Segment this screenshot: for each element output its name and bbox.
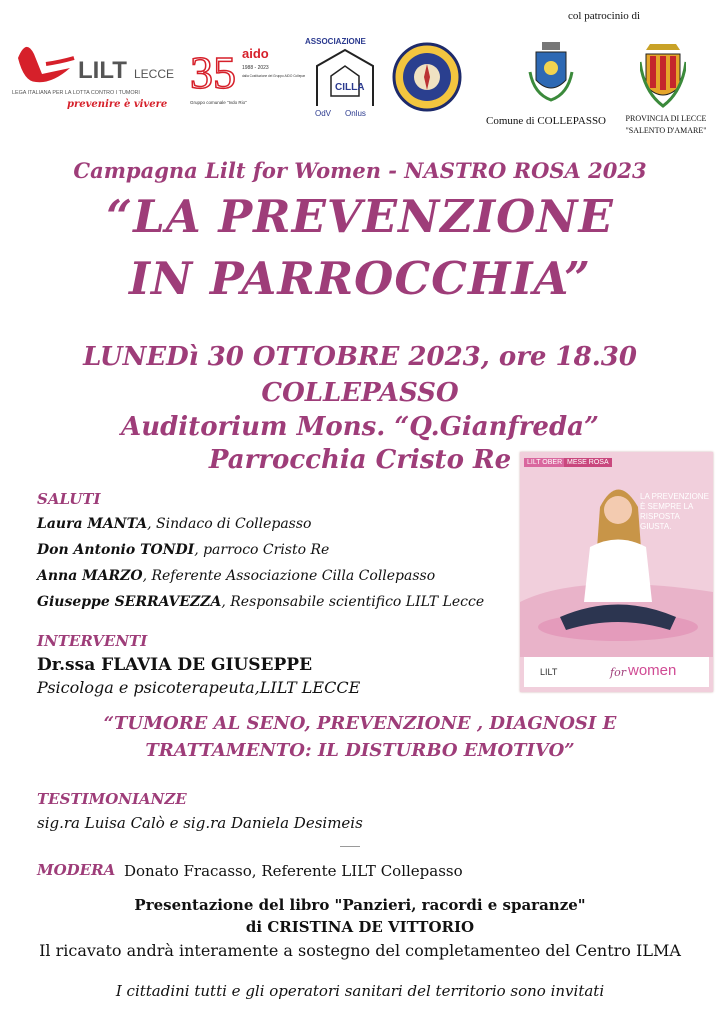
- event-parish: Parrocchia Cristo Re: [208, 445, 512, 475]
- event-title-line2: IN PARROCCHIA”: [129, 252, 591, 305]
- saluti-role: , Referente Associazione Cilla Collepasso: [142, 568, 436, 584]
- saluti-heading: SALUTI: [37, 490, 101, 508]
- poster-tag-lilt: LILT OBER: [524, 458, 565, 467]
- saluti-name: Anna MARZO: [37, 568, 143, 584]
- aido-logo-caption: dalla Costituzione del Gruppo AIDO Collepasso: [242, 74, 305, 78]
- poster-lilt-label: LILT: [540, 667, 558, 677]
- aido-logo-years: 1988 - 2023: [242, 65, 269, 71]
- cilla-logo: [305, 36, 385, 118]
- invitation-footer: I cittadini tutti e gli operatori sanitari del territorio sono invitati: [115, 982, 605, 1000]
- saluti-name: Don Antonio TONDI: [37, 542, 195, 558]
- lilt-logo-subtitle: LEGA ITALIANA PER LA LOTTA CONTRO I TUMORI: [12, 90, 140, 96]
- poster-brand-strip: [524, 657, 709, 687]
- poster-claim: LA PREVENZIONE È SEMPRE LA RISPOSTA GIUSTA.: [640, 492, 709, 531]
- cilla-logo-name: CILLA: [335, 82, 365, 93]
- event-date: LUNEDì 30 OTTOBRE 2023, ore 18.30: [83, 342, 637, 372]
- poster-women-label: women: [628, 662, 677, 679]
- lilt-logo-name: LILT: [78, 57, 127, 84]
- aido-logo: [190, 42, 305, 112]
- saluti-name: Giuseppe SERRAVEZZA: [37, 594, 222, 610]
- lilt-logo-city: LECCE: [134, 67, 175, 81]
- talk-title-line1: “TUMORE AL SENO, PREVENZIONE , DIAGNOSI E: [103, 713, 617, 734]
- provincia-label: [622, 113, 710, 137]
- aido-logo-name: aido: [242, 46, 269, 61]
- saluti-role: , parroco Cristo Re: [194, 542, 330, 558]
- saluti-role: , Responsabile scientifico LILT Lecce: [221, 594, 485, 610]
- lilt-logo-motto: prevenire è vivere: [67, 99, 168, 110]
- cilla-logo-left: OdV: [315, 109, 332, 118]
- testimonianze-text: sig.ra Luisa Calò e sig.ra Daniela Desimeis: [37, 814, 363, 832]
- modera-text: Donato Fracasso, Referente LILT Collepasso: [124, 862, 463, 880]
- speaker-name: Dr.ssa FLAVIA DE GIUSEPPE: [37, 655, 313, 675]
- comune-label: Comune di COLLEPASSO: [486, 115, 607, 127]
- talk-title-line2: TRATTAMENTO: IL DISTURBO EMOTIVO”: [145, 740, 575, 761]
- book-author-line: di CRISTINA DE VITTORIO: [245, 918, 475, 936]
- provincia-coat-of-arms: [640, 42, 686, 108]
- saluti-role: , Sindaco di Collepasso: [147, 516, 312, 532]
- parish-seal-logo: [392, 42, 462, 112]
- provincia-label-line1: PROVINCIA DI LECCE: [625, 114, 707, 123]
- campaign-subtitle: Campagna Lilt for Women - NASTRO ROSA 2023: [73, 158, 647, 183]
- saluti-item: [37, 568, 435, 584]
- divider: [340, 846, 360, 847]
- cilla-logo-top: ASSOCIAZIONE: [305, 37, 366, 46]
- poster-for-label: for: [610, 666, 626, 679]
- interventi-heading: INTERVENTI: [37, 632, 148, 650]
- saluti-item: [37, 516, 311, 532]
- proceeds-note: Il ricavato andrà interamente a sostegno del completamenteo del Centro ILMA: [39, 941, 681, 960]
- aido-logo-number: 35: [190, 47, 236, 98]
- speaker-role: Psicologa e psicoterapeuta,LILT LECCE: [37, 678, 361, 697]
- lilt-for-women-poster-image: [520, 452, 713, 692]
- event-title-line1: “LA PREVENZIONE: [106, 190, 614, 243]
- event-town: COLLEPASSO: [261, 378, 459, 408]
- modera-heading: MODERA: [37, 861, 116, 879]
- testimonianze-heading: TESTIMONIANZE: [37, 790, 187, 808]
- provincia-label-line2: "SALENTO D'AMARE": [625, 126, 707, 135]
- lilt-logo: [12, 28, 182, 118]
- cilla-logo-right: Onlus: [345, 109, 366, 118]
- saluti-item: [37, 542, 329, 558]
- poster-tag-month: MESE ROSA: [564, 458, 612, 467]
- book-presentation-line: Presentazione del libro "Panzieri, racordi e sparanze": [134, 896, 586, 914]
- saluti-item: [37, 594, 484, 610]
- event-venue: Auditorium Mons. “Q.Gianfreda”: [121, 412, 599, 442]
- comune-coat-of-arms: [528, 42, 574, 104]
- aido-logo-group: Gruppo comunale "Ivdo Rio": [190, 100, 247, 105]
- saluti-name: Laura MANTA: [37, 516, 148, 532]
- patronage-label: col patrocinio di: [568, 10, 641, 22]
